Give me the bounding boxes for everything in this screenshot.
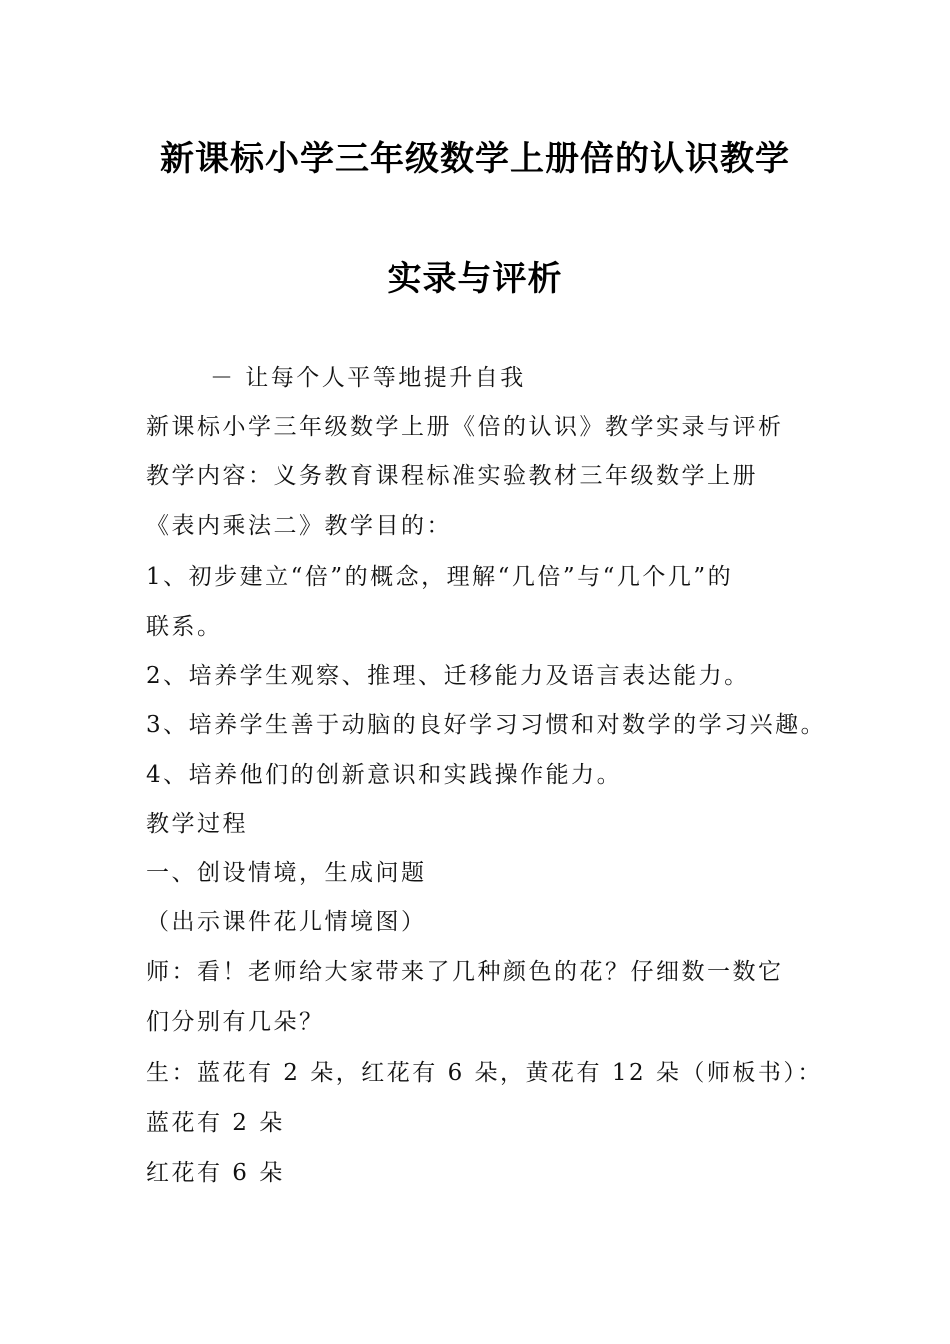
text-line: 4、培养他们的创新意识和实践操作能力。: [146, 762, 623, 788]
text-line: 教学内容：义务教育课程标准实验教材三年级数学上册: [146, 463, 758, 489]
text-line: 3、培养学生善于动脑的良好学习习惯和对数学的学习兴趣。: [146, 712, 827, 738]
text-line: 红花有 6 朵: [146, 1160, 285, 1186]
document-title-line-1: 新课标小学三年级数学上册倍的认识教学: [160, 139, 790, 179]
text-line: 《表内乘法二》教学目的：: [146, 513, 452, 539]
text-line: 一、创设情境，生成问题: [146, 860, 427, 886]
text-line: 联系。: [146, 614, 223, 640]
text-line: 蓝花有 2 朵: [146, 1110, 285, 1136]
text-line: 新课标小学三年级数学上册《倍的认识》教学实录与评析: [146, 414, 784, 440]
text-line: （出示课件花儿情境图）: [146, 909, 427, 935]
text-line: 1、初步建立“倍”的概念，理解“几倍”与“几个几”的: [146, 564, 734, 590]
text-line: 教学过程: [146, 811, 248, 837]
text-line: 生：蓝花有 2 朵，红花有 6 朵，黄花有 12 朵（师板书）：: [146, 1060, 823, 1086]
text-line: 2、培养学生观察、推理、迁移能力及语言表达能力。: [146, 663, 750, 689]
text-line: 们分别有几朵？: [146, 1009, 325, 1035]
text-line: 师：看！老师给大家带来了几种颜色的花？仔细数一数它: [146, 959, 784, 985]
document-title-line-2: 实录与评析: [387, 259, 563, 299]
subtitle-line: － 让每个人平等地提升自我: [210, 365, 526, 391]
